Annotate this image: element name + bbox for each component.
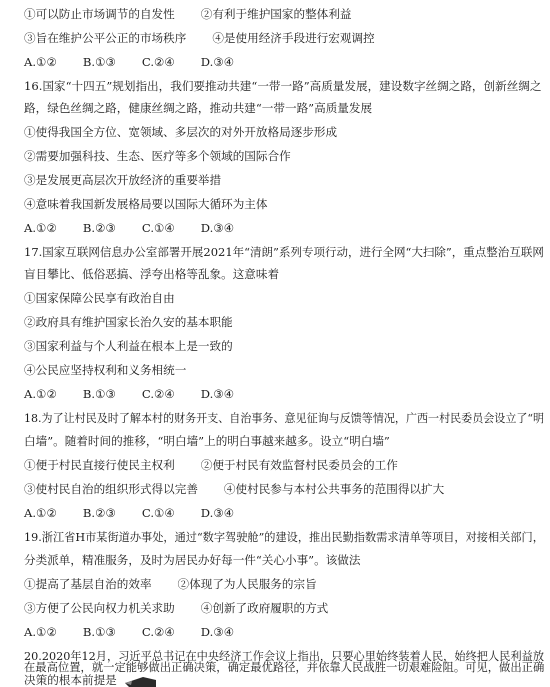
q19-option-1: ①提高了基层自治的效率 (24, 577, 152, 591)
q15-options-row1 (24, 7, 351, 21)
q16-option-3: ③是发展更高层次开放经济的重要举措 (24, 173, 222, 187)
q15-choices (24, 55, 234, 69)
q17-choices (24, 387, 234, 401)
q18-choice-a: A.①② (24, 506, 57, 520)
q18-choice-c: C.①④ (141, 506, 175, 520)
q20-stem-line2: 在最高位置，就一定能够做出正确决策，确定最优路径，并依靠人民战胜一切艰难险阻。可见，做出正确 (24, 660, 545, 674)
q19-stem-line1: 19.浙江省H市某街道办事处，通过“数字驾驶舱”的建设，推出民勤指数需求清单等项目，对接相关部门， (24, 530, 544, 544)
q15-choice-b: B.①③ (82, 55, 116, 69)
q16-choice-a: A.①② (24, 221, 57, 235)
q18-stem-line2: 白墙”。随着时间的推移，“明白墙”上的明白事越来越多。设立“明白墙” (24, 434, 390, 448)
q17-option-2: ②政府具有维护国家长治久安的基本职能 (24, 315, 233, 329)
q16-option-1: ①使得我国全方位、宽领域、多层次的对外开放格局逐步形成 (24, 125, 338, 139)
q16-option-4: ④意味着我国新发展格局要以国际大循环为主体 (24, 197, 268, 211)
q19-options-row1 (24, 577, 317, 591)
q19-choice-a: A.①② (24, 625, 57, 639)
q16-choices (24, 221, 234, 235)
q17-choice-d: D.③④ (200, 387, 235, 401)
q19-choice-c: C.②④ (141, 625, 175, 639)
q15-option-4: ④是使用经济手段进行宏观调控 (212, 31, 375, 45)
q17-choice-c: C.②④ (141, 387, 175, 401)
q17-option-4: ④公民应坚持权利和义务相统一 (24, 363, 187, 377)
pen-tip-icon (123, 674, 157, 687)
q18-choice-b: B.②③ (82, 506, 116, 520)
q18-option-1: ①便于村民直接行使民主权利 (24, 458, 175, 472)
q15-choice-a: A.①② (24, 55, 57, 69)
q16-choice-d: D.③④ (200, 221, 235, 235)
q16-choice-c: C.①④ (141, 221, 175, 235)
q18-options-row1 (24, 458, 398, 472)
q16-option-2: ②需要加强科技、生态、医疗等多个领域的国际合作 (24, 149, 291, 163)
q16-choice-b: B.②③ (82, 221, 116, 235)
q18-choice-d: D.③④ (200, 506, 235, 520)
q17-stem-line2: 盲目攀比、低俗恶搞、浮夸出格等乱象。这意味着 (24, 267, 280, 281)
q18-option-3: ③使村民自治的组织形式得以完善 (24, 482, 198, 496)
q17-option-1: ①国家保障公民享有政治自由 (24, 291, 175, 305)
q19-option-4: ④创新了政府履职的方式 (200, 601, 329, 615)
q20-stem-line3: 决策的根本前提是 (24, 673, 117, 687)
q18-options-row2 (24, 482, 444, 496)
q18-stem-line1: 18.为了让村民及时了解本村的财务开支、自治事务、意见征询与反馈等情况，广西一村民委员会设立了“明 (24, 411, 545, 425)
q15-choice-d: D.③④ (200, 55, 235, 69)
q19-options-row2 (24, 601, 328, 615)
q17-choice-a: A.①② (24, 387, 57, 401)
q16-stem-line1: 16.国家“十四五”规划指出，我们要推动共建“一带一路”高质量发展，建设数字丝绸之路，创新丝绸之 (24, 79, 542, 93)
q19-stem-line2: 分类派单，精准服务，及时为居民办好每一件“关心小事”。该做法 (24, 553, 361, 567)
q15-options-row2 (24, 31, 375, 45)
q17-option-3: ③国家利益与个人利益在根本上是一致的 (24, 339, 233, 353)
q18-choices (24, 506, 234, 520)
q15-option-3: ③旨在维护公平公正的市场秩序 (24, 31, 187, 45)
q19-option-2: ②体现了为人民服务的宗旨 (177, 577, 317, 591)
q18-option-4: ④使村民参与本村公共事务的范围得以扩大 (223, 482, 445, 496)
q19-choice-b: B.①③ (82, 625, 116, 639)
q18-option-2: ②便于村民有效监督村民委员会的工作 (200, 458, 398, 472)
q15-option-2: ②有利于维护国家的整体利益 (200, 7, 352, 21)
q15-option-1: ①可以防止市场调节的自发性 (24, 7, 175, 21)
q19-choices (24, 625, 234, 639)
q20-stem-line1: 20.2020年12月，习近平总书记在中央经济工作会议上指出，只要心里始终装着人民，始终把人民利益放 (24, 649, 545, 663)
q19-option-3: ③方便了公民向权力机关求助 (24, 601, 175, 615)
q17-stem-line1: 17.国家互联网信息办公室部署开展2021年“清朗”系列专项行动，进行全网“大扫除”，重点整治互联网 (24, 245, 544, 259)
q16-stem-line2: 路，绿色丝绸之路，健康丝绸之路，推动共建“一带一路”高质量发展 (24, 101, 373, 115)
q19-choice-d: D.③④ (200, 625, 235, 639)
q15-choice-c: C.②④ (141, 55, 175, 69)
q17-choice-b: B.①③ (82, 387, 116, 401)
